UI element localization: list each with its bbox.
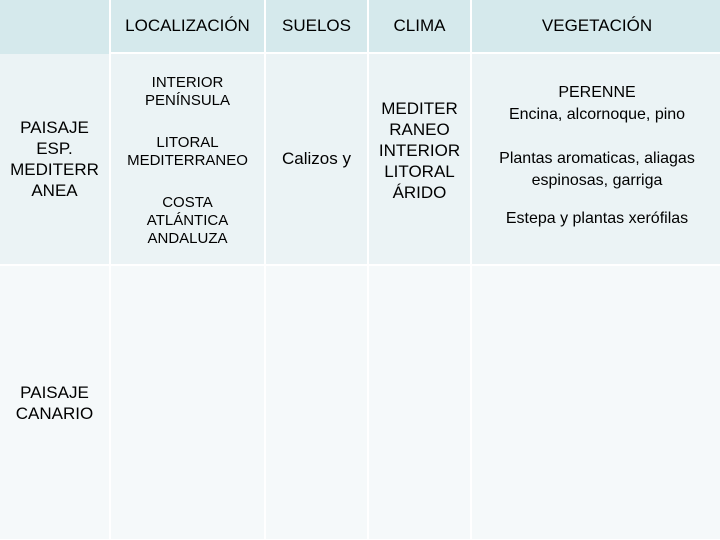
row-label-canario bbox=[0, 266, 109, 539]
clima-line: LITORAL bbox=[384, 161, 455, 181]
veg-perenne-line: Encina, alcornoque, pino bbox=[508, 106, 686, 123]
clima-line: RANEO bbox=[389, 119, 450, 139]
header-corner-cell bbox=[0, 0, 109, 54]
empty-cell-suelos bbox=[266, 266, 367, 539]
loc-line: PENÍNSULA bbox=[144, 92, 231, 109]
header-clima: CLIMA bbox=[369, 0, 470, 54]
empty-cell-localizacion bbox=[111, 266, 264, 539]
clima-line: MEDITER bbox=[381, 98, 458, 118]
row-label-line: ESP. bbox=[36, 139, 73, 158]
clima-line: INTERIOR bbox=[378, 140, 461, 160]
veg-estepa-line: Estepa y plantas xerófilas bbox=[505, 210, 689, 227]
header-localizacion: LOCALIZACIÓN bbox=[111, 0, 264, 54]
suelos-cell bbox=[266, 54, 367, 266]
veg-aromaticas-line: espinosas, garriga bbox=[531, 172, 663, 189]
vegetacion-cell bbox=[472, 54, 720, 266]
row-label-line: CANARIO bbox=[15, 403, 94, 423]
loc-litoral-mediterraneo bbox=[127, 134, 248, 170]
empty-cell-clima bbox=[369, 266, 470, 539]
veg-aromaticas-line: Plantas aromaticas, aliagas bbox=[499, 150, 695, 167]
row-label-line: PAISAJE bbox=[20, 118, 89, 137]
loc-costa-atlantica bbox=[147, 194, 228, 248]
row-label-line: MEDITERR bbox=[10, 160, 99, 179]
row-label-mediterranea bbox=[0, 54, 109, 266]
suelos-text: Calizos y bbox=[282, 149, 351, 168]
header-vegetacion: VEGETACIÓN bbox=[472, 0, 720, 54]
clima-line: ÁRIDO bbox=[392, 182, 447, 202]
header-suelos: SUELOS bbox=[266, 0, 367, 54]
loc-line: MEDITERRANEO bbox=[127, 152, 248, 169]
loc-line: COSTA bbox=[162, 194, 213, 211]
row-label-line: ANEA bbox=[31, 181, 78, 200]
localizacion-cell bbox=[111, 54, 264, 266]
veg-perenne-title: PERENNE bbox=[558, 84, 636, 101]
empty-cell-vegetacion bbox=[472, 266, 720, 539]
loc-line: ANDALUZA bbox=[147, 230, 228, 247]
row-label-line: PAISAJE bbox=[20, 382, 89, 402]
loc-line: LITORAL bbox=[156, 134, 219, 151]
clima-cell bbox=[369, 54, 470, 266]
loc-interior-peninsula bbox=[145, 74, 230, 110]
loc-line: INTERIOR bbox=[151, 74, 224, 91]
loc-line: ATLÁNTICA bbox=[146, 212, 229, 229]
